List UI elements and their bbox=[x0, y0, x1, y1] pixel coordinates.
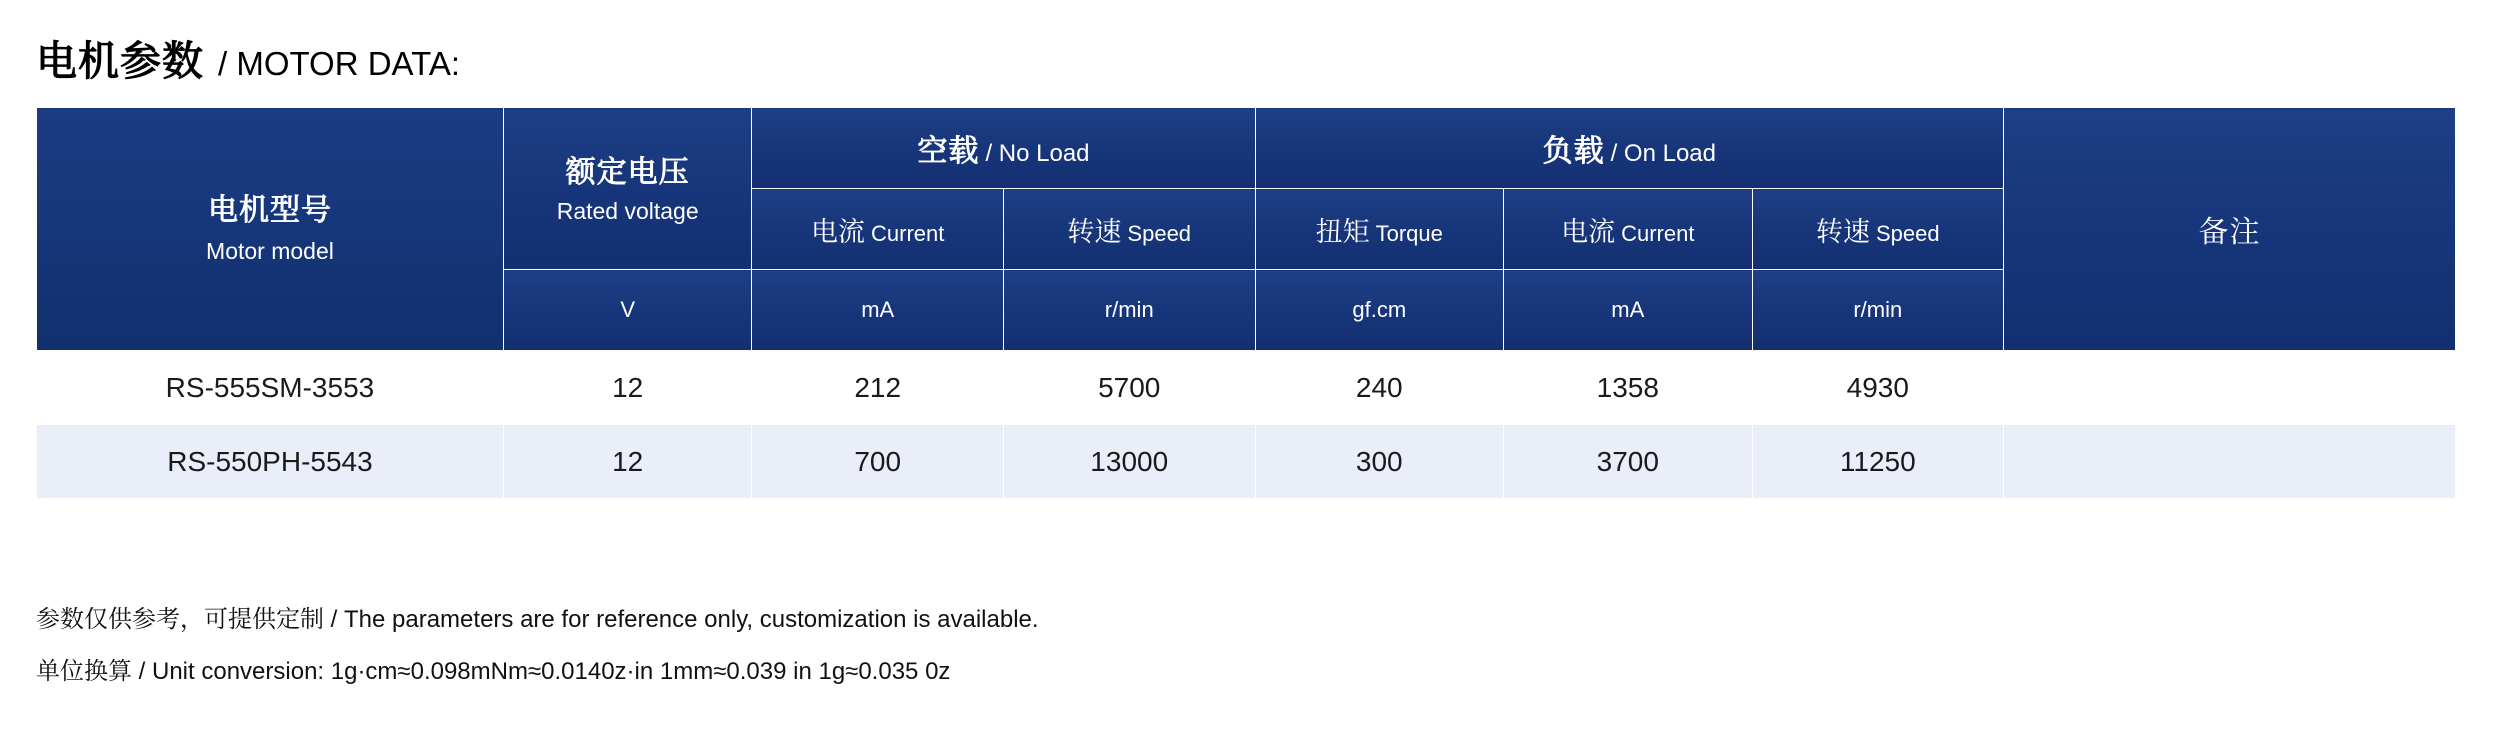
cell-noload-speed: 5700 bbox=[1003, 351, 1255, 425]
header-noload-current-en: Current bbox=[871, 220, 945, 246]
unit-voltage: V bbox=[503, 270, 752, 351]
page-title-cn: 电机参数 bbox=[36, 38, 204, 84]
motor-data-table bbox=[36, 107, 2456, 499]
header-row-groups bbox=[37, 108, 2456, 189]
header-noload-current bbox=[752, 189, 1004, 270]
header-rated-voltage-en: Rated voltage bbox=[556, 197, 699, 224]
header-onload-speed bbox=[1752, 189, 2004, 270]
page-title-en: / MOTOR DATA: bbox=[218, 45, 461, 82]
header-no-load-group bbox=[752, 108, 1255, 189]
header-motor-model bbox=[37, 108, 504, 351]
unit-torque: gf.cm bbox=[1255, 270, 1504, 351]
header-onload-torque-en: Torque bbox=[1375, 220, 1443, 246]
table-row bbox=[37, 351, 2456, 425]
header-on-load-en: / On Load bbox=[1610, 140, 1716, 167]
header-noload-speed bbox=[1003, 189, 1255, 270]
header-on-load-cn: 负载 bbox=[1542, 135, 1605, 168]
note-reference: 参数仅供参考，可提供定制 / The parameters are for reference only, customization is available. bbox=[36, 606, 1039, 633]
unit-onload-current: mA bbox=[1504, 270, 1753, 351]
header-onload-torque-cn: 扭矩 bbox=[1315, 216, 1370, 247]
table-row bbox=[37, 425, 2456, 499]
header-motor-model-cn: 电机型号 bbox=[207, 194, 332, 228]
cell-voltage: 12 bbox=[503, 425, 752, 499]
cell-remark bbox=[2004, 351, 2456, 425]
header-rated-voltage bbox=[503, 108, 752, 270]
unit-noload-speed: r/min bbox=[1003, 270, 1255, 351]
note-unit-conversion: 单位换算 / Unit conversion: 1g·cm≈0.098mNm≈0.0140z·in 1mm≈0.039 in 1g≈0.035 0z bbox=[36, 658, 951, 685]
cell-remark bbox=[2004, 425, 2456, 499]
cell-onload-speed: 4930 bbox=[1752, 351, 2004, 425]
header-on-load-group bbox=[1255, 108, 2004, 189]
cell-voltage: 12 bbox=[503, 351, 752, 425]
table-header bbox=[37, 108, 2456, 351]
header-no-load-cn: 空载 bbox=[917, 135, 980, 168]
header-noload-current-cn: 电流 bbox=[811, 216, 866, 247]
cell-onload-current: 3700 bbox=[1504, 425, 1753, 499]
cell-onload-speed: 11250 bbox=[1752, 425, 2004, 499]
cell-torque: 300 bbox=[1255, 425, 1504, 499]
header-no-load-en: / No Load bbox=[985, 140, 1090, 167]
header-noload-speed-en: Speed bbox=[1127, 220, 1192, 246]
header-onload-current bbox=[1504, 189, 1753, 270]
header-motor-model-en: Motor model bbox=[206, 237, 334, 264]
footer-notes bbox=[36, 608, 1039, 684]
cell-model: RS-555SM-3553 bbox=[37, 351, 504, 425]
header-onload-current-cn: 电流 bbox=[1561, 216, 1616, 247]
page-title bbox=[36, 28, 460, 87]
header-onload-speed-en: Speed bbox=[1876, 220, 1940, 246]
header-rated-voltage-cn: 额定电压 bbox=[565, 155, 690, 189]
cell-model: RS-550PH-5543 bbox=[37, 425, 504, 499]
unit-noload-current: mA bbox=[752, 270, 1004, 351]
cell-noload-current: 212 bbox=[752, 351, 1004, 425]
unit-onload-speed: r/min bbox=[1752, 270, 2004, 351]
header-remark: 备注 bbox=[2004, 108, 2456, 351]
header-onload-current-en: Current bbox=[1621, 220, 1695, 246]
motor-data-table-wrapper bbox=[36, 107, 2456, 499]
header-noload-speed-cn: 转速 bbox=[1067, 216, 1122, 247]
table-body bbox=[37, 351, 2456, 499]
cell-noload-speed: 13000 bbox=[1003, 425, 1255, 499]
cell-noload-current: 700 bbox=[752, 425, 1004, 499]
header-onload-torque bbox=[1255, 189, 1504, 270]
header-onload-speed-cn: 转速 bbox=[1816, 216, 1870, 247]
cell-onload-current: 1358 bbox=[1504, 351, 1753, 425]
cell-torque: 240 bbox=[1255, 351, 1504, 425]
